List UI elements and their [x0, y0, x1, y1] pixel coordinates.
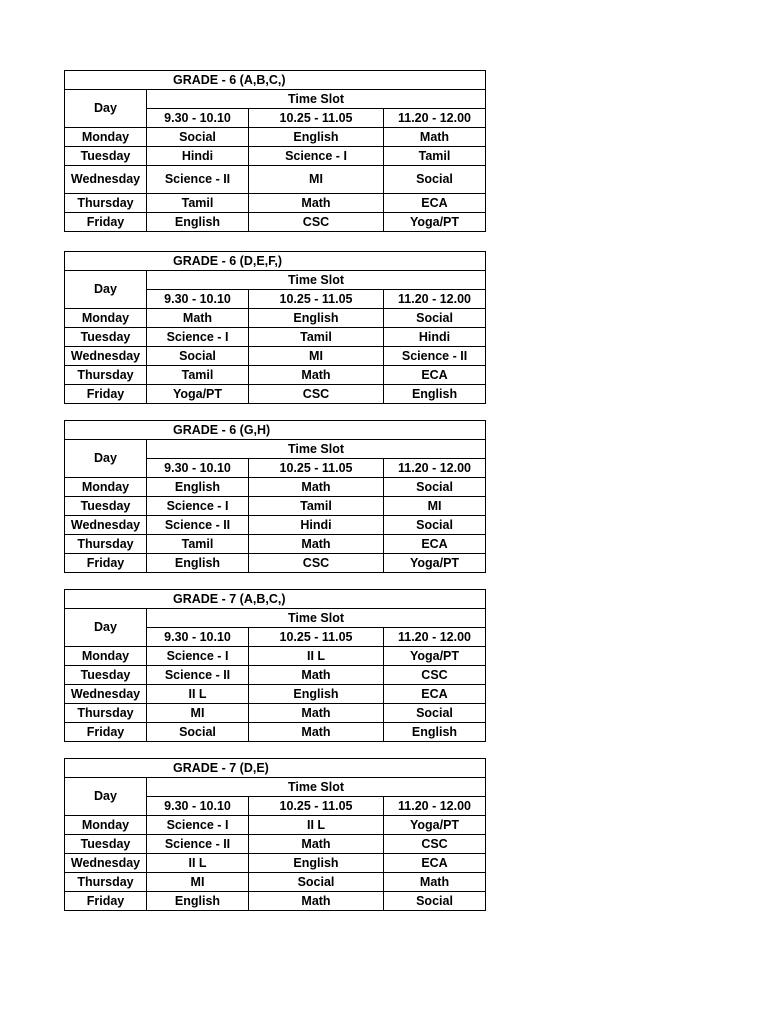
subject-cell: CSC: [249, 554, 384, 573]
day-header: Day: [65, 609, 147, 647]
subject-cell: Yoga/PT: [384, 554, 486, 573]
slot-2: 10.25 - 11.05: [249, 459, 384, 478]
table-title-row: [65, 252, 486, 271]
subject-cell: Math: [249, 535, 384, 554]
header-row: [65, 440, 486, 459]
subject-cell: Science - I: [147, 647, 249, 666]
subject-cell: Hindi: [249, 516, 384, 535]
time-slot-header: Time Slot: [147, 778, 486, 797]
table-title-row: [65, 421, 486, 440]
slot-2: 10.25 - 11.05: [249, 109, 384, 128]
subject-cell: MI: [147, 704, 249, 723]
subject-cell: II L: [249, 647, 384, 666]
subject-cell: Social: [147, 128, 249, 147]
subject-cell: Tamil: [147, 194, 249, 213]
subject-cell: Math: [384, 873, 486, 892]
subject-cell: Math: [384, 128, 486, 147]
day-cell: Tuesday: [65, 497, 147, 516]
table-row: [65, 647, 486, 666]
time-slot-header: Time Slot: [147, 440, 486, 459]
table-row: [65, 147, 486, 166]
slot-2: 10.25 - 11.05: [249, 797, 384, 816]
subject-cell: Social: [147, 347, 249, 366]
table-row: [65, 816, 486, 835]
subject-cell: Math: [249, 194, 384, 213]
slot-1: 9.30 - 10.10: [147, 109, 249, 128]
subject-cell: CSC: [249, 385, 384, 404]
timetable-2: [64, 251, 486, 404]
subject-cell: Yoga/PT: [384, 816, 486, 835]
subject-cell: Hindi: [147, 147, 249, 166]
subject-cell: II L: [147, 854, 249, 873]
day-cell: Thursday: [65, 366, 147, 385]
day-cell: Thursday: [65, 873, 147, 892]
timetable-5: [64, 758, 486, 911]
table-row: [65, 128, 486, 147]
day-cell: Wednesday: [65, 685, 147, 704]
slot-2: 10.25 - 11.05: [249, 290, 384, 309]
subject-cell: Yoga/PT: [384, 213, 486, 232]
subject-cell: Science - I: [147, 328, 249, 347]
table-row: [65, 854, 486, 873]
day-cell: Monday: [65, 128, 147, 147]
subject-cell: Science - I: [147, 816, 249, 835]
subject-cell: Social: [147, 723, 249, 742]
time-slot-header: Time Slot: [147, 271, 486, 290]
slot-3: 11.20 - 12.00: [384, 459, 486, 478]
subject-cell: Math: [249, 723, 384, 742]
day-cell: Wednesday: [65, 516, 147, 535]
table-row: [65, 516, 486, 535]
table-title-row: [65, 590, 486, 609]
subject-cell: Tamil: [249, 497, 384, 516]
subject-cell: MI: [384, 497, 486, 516]
table-row: [65, 478, 486, 497]
subject-cell: Tamil: [249, 328, 384, 347]
day-cell: Monday: [65, 816, 147, 835]
timetable-1: [64, 70, 486, 232]
slot-1: 9.30 - 10.10: [147, 290, 249, 309]
table-row: [65, 723, 486, 742]
subject-cell: English: [147, 213, 249, 232]
table-title: GRADE - 6 (D,E,F,): [65, 252, 486, 271]
subject-cell: Science - II: [147, 666, 249, 685]
day-cell: Friday: [65, 892, 147, 911]
day-cell: Monday: [65, 478, 147, 497]
day-cell: Thursday: [65, 704, 147, 723]
table-row: [65, 704, 486, 723]
subject-cell: CSC: [249, 213, 384, 232]
subject-cell: Hindi: [384, 328, 486, 347]
day-cell: Tuesday: [65, 328, 147, 347]
subject-cell: Social: [384, 516, 486, 535]
table-title-row: [65, 759, 486, 778]
table-row: [65, 892, 486, 911]
subject-cell: English: [147, 554, 249, 573]
header-row: [65, 90, 486, 109]
subject-cell: Math: [249, 666, 384, 685]
subject-cell: ECA: [384, 685, 486, 704]
subject-cell: Social: [384, 892, 486, 911]
table-row: [65, 328, 486, 347]
day-cell: Tuesday: [65, 147, 147, 166]
subject-cell: Social: [384, 478, 486, 497]
table-title-row: [65, 71, 486, 90]
day-cell: Tuesday: [65, 835, 147, 854]
table-row: [65, 366, 486, 385]
subject-cell: English: [249, 685, 384, 704]
subject-cell: MI: [249, 166, 384, 194]
subject-cell: English: [384, 723, 486, 742]
subject-cell: English: [249, 309, 384, 328]
subject-cell: Social: [249, 873, 384, 892]
table-row: [65, 835, 486, 854]
header-row: [65, 271, 486, 290]
subject-cell: MI: [147, 873, 249, 892]
slot-1: 9.30 - 10.10: [147, 459, 249, 478]
header-row: [65, 778, 486, 797]
subject-cell: Math: [249, 366, 384, 385]
time-slot-header: Time Slot: [147, 609, 486, 628]
timetable-4: [64, 589, 486, 742]
subject-cell: CSC: [384, 835, 486, 854]
subject-cell: Yoga/PT: [147, 385, 249, 404]
table-row: [65, 385, 486, 404]
day-cell: Friday: [65, 385, 147, 404]
subject-cell: Social: [384, 704, 486, 723]
timetable-3: [64, 420, 486, 573]
subject-cell: Science - I: [249, 147, 384, 166]
subject-cell: Social: [384, 309, 486, 328]
slot-1: 9.30 - 10.10: [147, 628, 249, 647]
subject-cell: Science - II: [147, 166, 249, 194]
table-row: [65, 347, 486, 366]
subject-cell: Tamil: [147, 366, 249, 385]
subject-cell: CSC: [384, 666, 486, 685]
subject-cell: English: [147, 892, 249, 911]
slot-3: 11.20 - 12.00: [384, 290, 486, 309]
table-row: [65, 194, 486, 213]
day-header: Day: [65, 440, 147, 478]
slot-3: 11.20 - 12.00: [384, 797, 486, 816]
day-cell: Wednesday: [65, 166, 147, 194]
table-title: GRADE - 6 (G,H): [65, 421, 486, 440]
table-title: GRADE - 7 (D,E): [65, 759, 486, 778]
subject-cell: English: [384, 385, 486, 404]
subject-cell: Math: [249, 835, 384, 854]
subject-cell: ECA: [384, 535, 486, 554]
slot-3: 11.20 - 12.00: [384, 109, 486, 128]
subject-cell: English: [147, 478, 249, 497]
day-cell: Monday: [65, 309, 147, 328]
day-cell: Friday: [65, 213, 147, 232]
day-cell: Tuesday: [65, 666, 147, 685]
subject-cell: ECA: [384, 194, 486, 213]
subject-cell: Yoga/PT: [384, 647, 486, 666]
table-row: [65, 535, 486, 554]
subject-cell: ECA: [384, 366, 486, 385]
table-row: [65, 873, 486, 892]
day-header: Day: [65, 90, 147, 128]
slot-3: 11.20 - 12.00: [384, 628, 486, 647]
header-row: [65, 609, 486, 628]
table-row: [65, 554, 486, 573]
table-row: [65, 666, 486, 685]
subject-cell: II L: [249, 816, 384, 835]
subject-cell: Social: [384, 166, 486, 194]
table-title: GRADE - 7 (A,B,C,): [65, 590, 486, 609]
table-row: [65, 497, 486, 516]
subject-cell: Math: [249, 892, 384, 911]
day-cell: Wednesday: [65, 347, 147, 366]
slot-2: 10.25 - 11.05: [249, 628, 384, 647]
subject-cell: Math: [249, 478, 384, 497]
day-cell: Thursday: [65, 535, 147, 554]
subject-cell: Math: [147, 309, 249, 328]
table-row: [65, 309, 486, 328]
subject-cell: Math: [249, 704, 384, 723]
table-row: [65, 166, 486, 194]
subject-cell: Science - II: [384, 347, 486, 366]
subject-cell: Science - II: [147, 835, 249, 854]
day-cell: Friday: [65, 723, 147, 742]
subject-cell: ECA: [384, 854, 486, 873]
subject-cell: Science - I: [147, 497, 249, 516]
table-title: GRADE - 6 (A,B,C,): [65, 71, 486, 90]
subject-cell: Tamil: [384, 147, 486, 166]
subject-cell: II L: [147, 685, 249, 704]
table-row: [65, 213, 486, 232]
day-header: Day: [65, 778, 147, 816]
day-cell: Thursday: [65, 194, 147, 213]
day-cell: Wednesday: [65, 854, 147, 873]
subject-cell: English: [249, 128, 384, 147]
slot-1: 9.30 - 10.10: [147, 797, 249, 816]
subject-cell: Science - II: [147, 516, 249, 535]
subject-cell: English: [249, 854, 384, 873]
day-cell: Monday: [65, 647, 147, 666]
time-slot-header: Time Slot: [147, 90, 486, 109]
day-cell: Friday: [65, 554, 147, 573]
table-row: [65, 685, 486, 704]
subject-cell: MI: [249, 347, 384, 366]
day-header: Day: [65, 271, 147, 309]
subject-cell: Tamil: [147, 535, 249, 554]
